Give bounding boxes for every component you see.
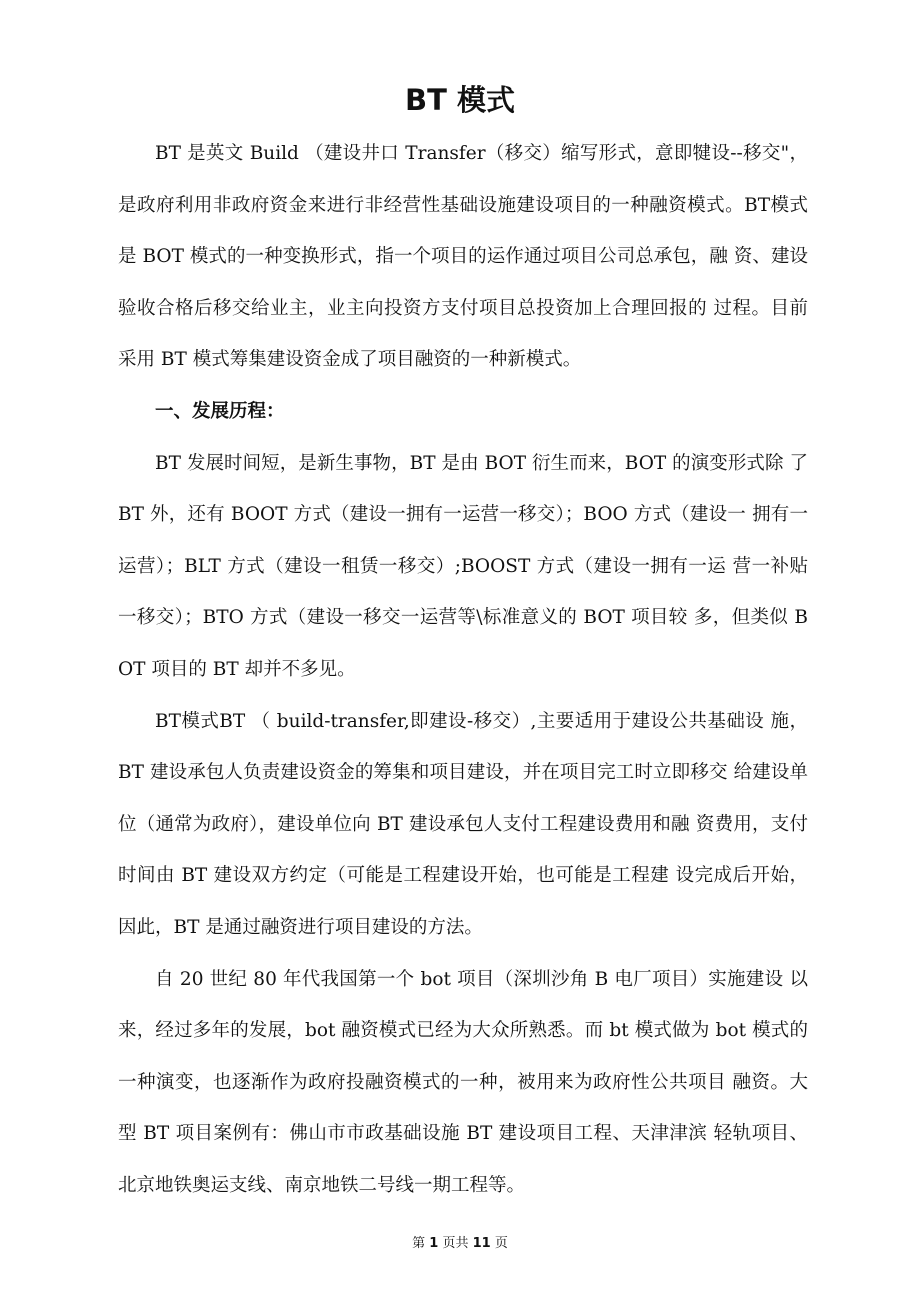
page-footer	[0, 1234, 920, 1254]
paragraph-definition: BT 是英文 Build （建设井口 Transfer（移交）缩写形式，意即犍设--移交"，是政府利用非政府资金来进行非经营性基础设施建设项目的一种融资模式。BT模式是 BOT 模式的一种变换形式，指一个项目的运作通过项目公司总承包，融 资、建设验收合格后移交给业主，业主向投资方支付项目总投资加上合理回报的 过程。目前采用 BT 模式筹集建设资金成了项目融资的一种新模式。	[118, 143, 808, 371]
footer-total-pages: 11	[472, 1236, 491, 1251]
footer-prefix: 第	[412, 1236, 426, 1251]
footer-page-number: 1	[429, 1236, 439, 1251]
paragraph-cases: 自 20 世纪 80 年代我国第一个 bot 项目（深圳沙角 B 电厂项目）实施建设 以来，经过多年的发展，bot 融资模式已经为大众所熟悉。而 bt 模式做为 bot 模式的一种演变，也逐渐作为政府投融资模式的一种，被用来为政府性公共项目 融资。大型 BT 项目案例有：佛山市市政基础设施 BT 建设项目工程、天津津滨 轻轨项目、北京地铁奥运支线、南京地铁二号线一期工程等。	[118, 968, 808, 1196]
document-body	[118, 128, 808, 1211]
document-title: BT 模式	[405, 83, 515, 117]
footer-suffix: 页	[494, 1236, 508, 1251]
section-heading-history: 一、发展历程：	[155, 400, 285, 422]
paragraph-bt-mode: BT模式BT （ build-transfer,即建设-移交）,主要适用于建设公共基础设 施，BT 建设承包人负责建设资金的筹集和项目建设，并在项目完工时立即移交 给建设单位（通常为政府），建设单位向 BT 建设承包人支付工程建设费用和融 资费用，支付时间由 BT 建设双方约定（可能是工程建设开始，也可能是工程建 设完成后开始，因此，BT 是通过融资进行项目建设的方法。	[118, 710, 808, 938]
footer-middle: 页共	[442, 1236, 469, 1251]
paragraph-history: BT 发展时间短，是新生事物，BT 是由 BOT 衍生而来，BOT 的演变形式除 了 BT 外，还有 BOOT 方式（建设一拥有一运营一移交）；BOO 方式（建设一 拥有一运营）；BLT 方式（建设一租赁一移交）;BOOST 方式（建设一拥有一运 营一补贴一移交）；BTO 方式（建设一移交一运营等\标准意义的 BOT 项目较 多，但类似 BOT 项目的 BT 却并不多见。	[118, 452, 808, 680]
